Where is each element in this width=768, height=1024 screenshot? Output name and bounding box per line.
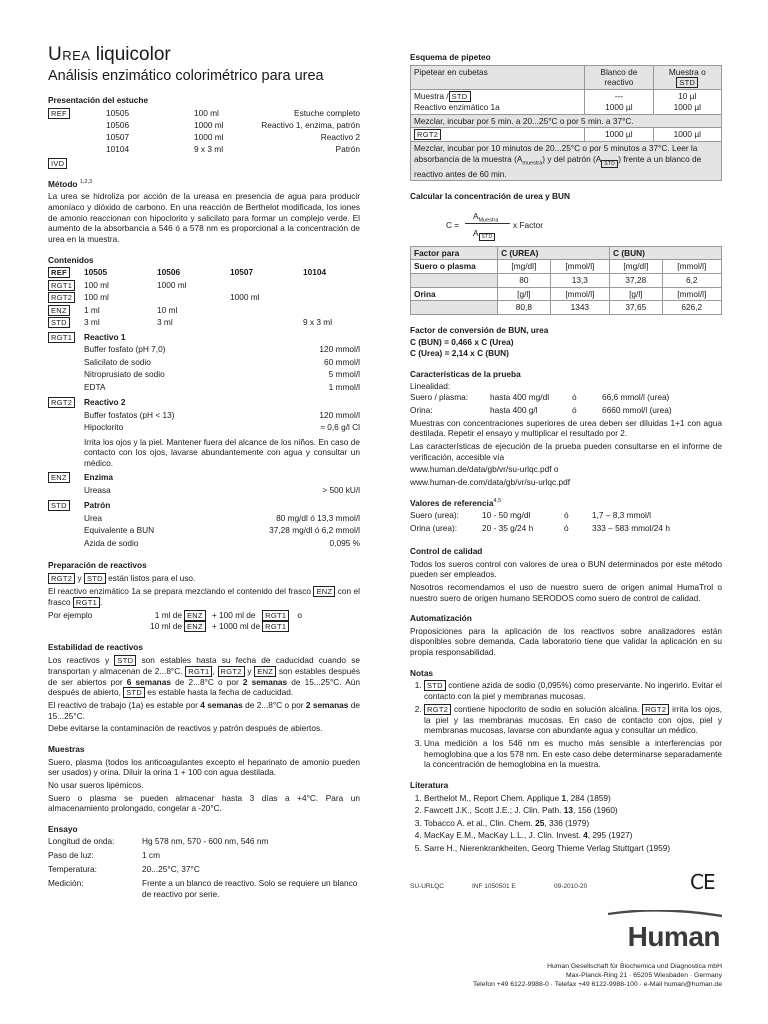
volume: 100 ml: [194, 107, 219, 118]
table-row: Buffer fosfato (pH 7,0) 120 mmol/l: [84, 344, 360, 355]
description: Estuche completo: [294, 107, 360, 118]
table-row: Suero / plasma: hasta 400 mg/dl ó 66,6 mmol/l (urea): [410, 391, 670, 402]
list-item: 5. Sarre H., Nierenkrankheiten, Georg Thieme Verlag Stuttgart (1959): [424, 843, 722, 854]
enz-label: ENZ: [48, 305, 70, 316]
rgt1-label: RGT1: [48, 280, 75, 291]
metodo-text: La urea se hidroliza por acción de la ureasa en presencia de agua para producir amoníaco y dióxido de carbono. En una reacción de Berthelot modificada, los iones de amonio reaccionan con hipoclorito y salicilato para formar un complejo verde. El aumento de la absorbancia a 546 ó a 578 nm es proporcional a la concentración de urea en la muestra.: [48, 191, 360, 244]
table-row: STD Patrón: [48, 500, 360, 513]
metodo-title: Método $^{1,2,3}$: [48, 178, 93, 189]
table-row: Nitroprusiato de sodio 5 mmol/l: [84, 369, 360, 380]
reactivo1-table: [48, 332, 360, 395]
ref-label: REF: [48, 108, 70, 119]
estabilidad-title: Estabilidad de reactivos: [48, 642, 143, 653]
notas-list: [410, 680, 722, 770]
company-address: [473, 962, 722, 990]
address-line: Human Gesellschaft für Biochemica und Diagnostica mbH: [547, 963, 722, 970]
ref-label: REF: [48, 267, 70, 278]
table-row: Orina: hasta 400 g/l ó 6660 mmol/l (urea): [410, 404, 672, 415]
list-item: 3. Una medición a los 546 nm es mucho más sensible a interferencias por hemoglobina que a los 578 nm. En este caso debe determinarse separadamente la concentración de hemoglobina en la muestra.: [424, 738, 722, 770]
table-row: Suero (urea): 10 - 50 mg/dl ó 1,7 – 8,3 mmol/l: [410, 510, 652, 521]
volume: 9 x 3 ml: [194, 143, 224, 154]
list-item: 2. Fawcett J.K., Scott J.E.; J. Clin. Path. 13, 156 (1960): [424, 805, 722, 816]
rgt2-label: RGT2: [48, 292, 75, 303]
table-row: Hipoclorito ≈ 0,6 g/l Cl: [84, 422, 360, 433]
list-item: 3. Tobacco A. et al., Clin. Chem. 25, 336 (1979): [424, 818, 722, 829]
table-row: Orina (urea): 20 - 35 g/24 h ó 333 – 583 mmol/24 h: [410, 523, 670, 534]
table-row: Temperatura: 20...25°C, 37°C: [48, 864, 200, 875]
preparacion-p2: El reactivo enzimático 1a se prepara mezclando el contenido del frasco ENZ con el frasco RGT1 .: [48, 586, 361, 608]
address-line: Telefon +49 6122-9988-0 · Telefax +49 6122-9988-100 · e-Mail human@human.de: [473, 981, 722, 989]
svg-text:Human: Human: [627, 921, 720, 952]
human-logo-icon: [600, 910, 722, 952]
contenidos-table: [48, 267, 360, 330]
list-item: 1. Berthelot M., Report Chem. Applique 1, 284 (1859): [424, 793, 722, 804]
ref-number: 10507: [106, 131, 130, 142]
conversion-title: Factor de conversión de BUN, urea: [410, 324, 549, 335]
notas-title: Notas: [410, 667, 434, 678]
std-label: STD: [48, 317, 70, 328]
address-line: Max-Planck-Ring 21 · 65205 Wiesbaden · Germany: [565, 972, 722, 980]
table-row: RGT1 100 ml 1000 ml: [48, 280, 360, 293]
table-row: Orina [g/l] [mmol/l] [g/l] [mmol/l]: [411, 287, 722, 301]
automatizacion-p1: Proposiciones para la aplicación de los reactivos sobre analizadores están disponibles sobre demanda. Cada laboratorio tiene que validar la aplicación en su propia responsabilidad.: [410, 625, 722, 658]
description: Patrón: [335, 143, 360, 154]
muestras-p2: No usar sueros lipémicos.: [48, 779, 144, 790]
table-row: [48, 132, 360, 144]
ref-number: 10104: [106, 143, 130, 154]
automatizacion-title: Automatización: [410, 613, 472, 624]
table-row: RGT1 Reactivo 1: [48, 332, 360, 345]
referencia-title: Valores de referencia$^{4,5}$: [410, 497, 502, 508]
table-row: [48, 108, 360, 120]
presentacion-title: Presentación del estuche: [48, 95, 149, 106]
std-label: STD: [48, 500, 70, 511]
enzima-table: [48, 472, 360, 497]
table-row: Salicilato de sodio 60 mmol/l: [84, 356, 360, 367]
rgt2-warning: Irrita los ojos y la piel. Mantener fuera del alcance de los niños. En caso de contacto con los ojos, lavarse abundantemente con agua y consultar un médico.: [84, 436, 360, 468]
literatura-list: [410, 793, 722, 854]
rgt2-label: RGT2: [48, 397, 75, 408]
ce-mark-icon: CE: [690, 870, 715, 894]
enz-label: ENZ: [48, 472, 70, 483]
estabilidad-p3: Debe evitarse la contaminación de reactivos y patrón después de abiertos.: [48, 723, 323, 734]
formula: C = $A_{Muestra}$ x Factor A $_{STD}$: [446, 210, 543, 241]
table-row: Muestra / STD Reactivo enzimático 1a --- 1000 µl 10 µl 1000 µl: [411, 90, 722, 115]
table-row: STD 3 ml 3 ml 9 x 3 ml: [48, 317, 360, 330]
verification-link-2[interactable]: www.human-de.com/data/gb/vr/su-urlqc.pdf: [410, 476, 571, 487]
preparacion-p1: RGT2 y STD están listos para el uso.: [48, 573, 360, 584]
table-row: RGT2 1000 µl 1000 µl: [411, 128, 722, 142]
muestras-p1: Suero, plasma (todos los anticoagulantes excepto el heparinato de amonio pueden ser usados) y orina. Diluir la orina 1 + 100 con agua destilada.: [48, 756, 360, 778]
table-row: Azida de sodio 0,095 %: [84, 537, 360, 548]
page-title: Urea liquicolor: [48, 44, 171, 65]
estabilidad-p1: Los reactivos y STD son estables hasta su fecha de caducidad cuando se transportan y almacenan de 2...8°C. RGT1 , RGT2 y ENZ son estables después de ser abiertos por 6 semanas de 2...8°C o por 2 semanas de 15...25°C. Aún después de abierto, STD es estable hasta la fecha de caducidad.: [48, 654, 360, 698]
ensayo-title: Ensayo: [48, 823, 78, 834]
table-row: Pipetear en cubetas Blanco de reactivo Muestra o STD: [411, 65, 722, 90]
rgt1-label: RGT1: [48, 332, 75, 343]
linealidad-table: [410, 392, 722, 418]
table-row: 80,8 1343 37,65 626,2: [411, 301, 722, 315]
verification-link-1[interactable]: www.human.de/data/gb/vr/su-urlqc.pdf o: [410, 464, 559, 475]
table-row: [48, 435, 360, 471]
volume: 1000 ml: [194, 131, 224, 142]
control-p2: Nosotros recomendamos el uso de nuestro suero de origen animal HumaTrol o nuestro suero de origen humano SERODOS como suero de control de calidad.: [410, 581, 722, 603]
conversion-line-1: C (BUN) = 0,466 x C (Urea): [410, 337, 514, 348]
table-row: Mezclar, incubar por 5 min. a 20...25°C o por 5 min. a 37°C.: [411, 114, 722, 128]
table-row: Urea 80 mg/dl ó 13,3 mmol/l: [84, 512, 360, 523]
description: Reactivo 1, enzima, patrón: [261, 119, 360, 130]
control-title: Control de calidad: [410, 546, 483, 557]
preparacion-example: [48, 610, 302, 632]
table-row: EDTA 1 mmol/l: [84, 381, 360, 392]
description: Reactivo 2: [320, 131, 360, 142]
list-item: 1. STD contiene azida de sodio (0,095%) como preservante. No ingerirlo. Evitar el contacto con la piel y membranas mucosas.: [424, 680, 722, 702]
table-row: RGT2 100 ml 1000 ml: [48, 292, 360, 305]
table-row: Suero o plasma [mg/dl] [mmol/l] [mg/dl] [mmol/l]: [411, 260, 722, 274]
table-row: Mezclar, incubar por 10 minutos de 20...25°C o por 5 minutos a 37°C. Leer la absorbancia de la muestra $(A_{muestra})$ y del patrón (A $_{STD}$ ) frente a un blanco de reactivo antes de 60 min.: [411, 142, 722, 181]
table-row: Longitud de onda: Hg 578 nm, 570 - 600 nm, 546 nm: [48, 836, 269, 847]
table-row: Medición: Frente a un blanco de reactivo. Solo se requiere un blanco de reactivo por serie.: [48, 878, 358, 899]
table-row: REF 10505 10506 10507 10104: [48, 267, 360, 280]
estabilidad-p2: El reactivo de trabajo (1a) es estable por 4 semanas de 2...8°C o por 2 semanas de 15...25°C.: [48, 700, 360, 721]
caracteristicas-title: Características de la prueba: [410, 368, 521, 379]
table-row: Factor para C (UREA) C (BUN): [411, 246, 722, 260]
ivd-label: IVD: [48, 158, 67, 169]
conversion-line-2: C (Urea) = 2,14 x C (BUN): [410, 348, 509, 359]
muestras-p3: Suero o plasma se pueden almacenar hasta 3 días a +4°C. Para un almacenamiento prolongado, congelar a -20°C.: [48, 792, 360, 814]
caracteristicas-p2: Las características de ejecución de la prueba pueden consultarse en el informe de verificación, accesible vía: [410, 441, 722, 462]
list-item: 2. RGT2 contiene hipoclorito de sodio en solución alcalina. RGT2 irrita los ojos, la piel y las membranas mucosas. En caso de contacto con ojos, piel y membranas mucosas, lavarse con abundante agua y consultar un médico.: [424, 704, 722, 736]
right-column: [410, 52, 722, 856]
control-p1: Todos los sueros control con valores de urea o BUN determinados por este método pueden ser empleados.: [410, 558, 722, 580]
page-subtitle: Análisis enzimático colorimétrico para urea: [48, 67, 324, 84]
linealidad-label: Linealidad:: [410, 381, 451, 392]
table-row: ENZ 1 ml 10 ml: [48, 305, 360, 318]
caracteristicas-p1: Muestras con concentraciones superiores de urea deben ser diluidas 1+1 con agua destilada. Repetir el ensayo y multiplicar el resultado por 2.: [410, 417, 722, 439]
table-row: 10 ml de ENZ + 1000 ml de RGT1: [48, 621, 302, 632]
table-row: Paso de luz: 1 cm: [48, 850, 160, 861]
list-item: 4. MacKay E.M., MacKay L.L., J. Clin. Invest. 4, 295 (1927): [424, 830, 722, 841]
table-row: Buffer fosfatos (pH < 13) 120 mmol/l: [84, 409, 360, 420]
revision-date: 09-2010-20: [554, 883, 588, 890]
contenidos-title: Contenidos: [48, 254, 94, 265]
doc-code: SU-URLQC: [410, 883, 444, 890]
table-row: [48, 144, 360, 156]
patron-table: [48, 500, 360, 550]
esquema-title: Esquema de pipeteo: [410, 52, 491, 62]
reactivo2-table: [48, 397, 360, 470]
table-row: RGT2 Reactivo 2: [48, 397, 360, 410]
muestras-title: Muestras: [48, 744, 85, 755]
left-column: [48, 44, 360, 900]
ensayo-table: [48, 836, 360, 899]
calculo-title: Calcular la concentración de urea y BUN: [410, 191, 570, 202]
table-row: Por ejemplo 1 ml de ENZ + 100 ml de RGT1 o: [48, 610, 302, 621]
referencia-table: [410, 510, 722, 536]
pipetting-table: [410, 65, 722, 182]
human-logo: [600, 910, 722, 952]
table-row: ENZ Enzima: [48, 472, 360, 485]
preparacion-title: Preparación de reactivos: [48, 560, 147, 571]
table-row: [48, 120, 360, 132]
inf-code: INF 1050501 E: [472, 883, 516, 890]
table-row: Equivalente a BUN 37,28 mg/dl ó 6,2 mmol/l: [84, 525, 360, 536]
volume: 1000 ml: [194, 119, 224, 130]
literatura-title: Literatura: [410, 779, 449, 790]
presentacion-table: [48, 108, 360, 156]
ref-number: 10506: [106, 119, 130, 130]
factor-table: [410, 246, 722, 315]
table-row: 80 13,3 37,28 6,2: [411, 274, 722, 288]
ref-number: 10505: [106, 107, 130, 118]
table-row: Ureasa > 500 kU/l: [84, 484, 360, 495]
